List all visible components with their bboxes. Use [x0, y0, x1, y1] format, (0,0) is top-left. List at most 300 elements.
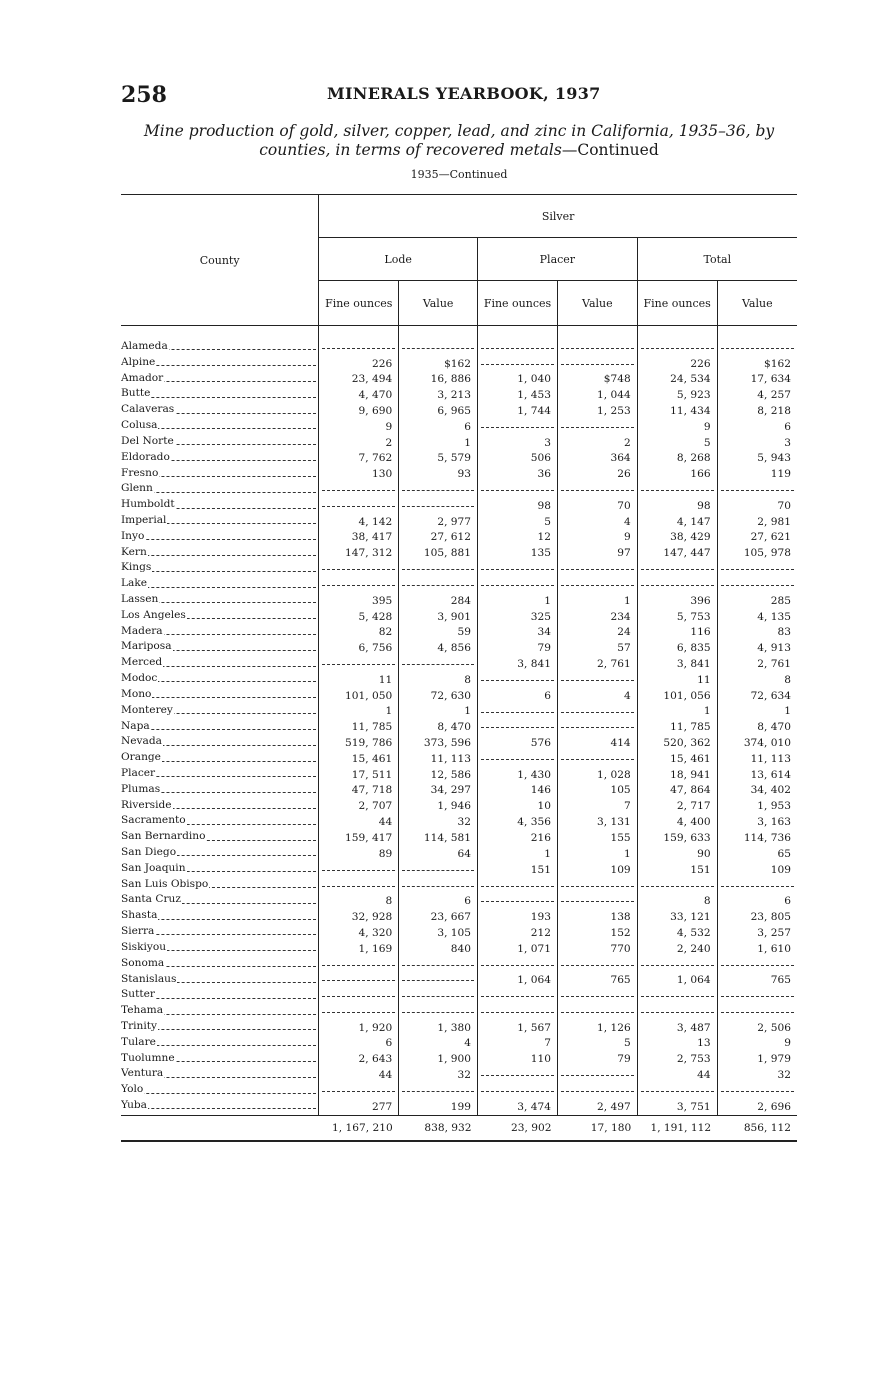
- table-cell: 32: [717, 1067, 797, 1083]
- table-cell: [319, 498, 399, 514]
- table-cell: 216: [478, 830, 558, 846]
- table-cell: 152: [557, 925, 637, 941]
- table-cell: 72, 634: [717, 688, 797, 704]
- table-cell: 3, 751: [637, 1099, 717, 1115]
- table-cell: [557, 482, 637, 498]
- table-cell: 395: [319, 593, 399, 609]
- table-row: [121, 561, 797, 577]
- table-cell: 15, 461: [637, 751, 717, 767]
- table-cell: 396: [637, 593, 717, 609]
- county-name: San Diego: [121, 846, 177, 858]
- county-name: San Bernardino: [121, 830, 206, 843]
- table-cell: [557, 720, 637, 736]
- table-cell: [478, 356, 558, 372]
- table-row: [121, 656, 797, 672]
- table-cell: 284: [399, 593, 478, 609]
- table-cell: [319, 561, 399, 577]
- table-row: [121, 830, 797, 846]
- table-cell: 32, 928: [319, 909, 399, 925]
- table-cell: 27, 621: [717, 530, 797, 546]
- table-cell: 1, 430: [478, 767, 558, 783]
- table-cell: 4, 257: [717, 387, 797, 403]
- table-cell: 373, 596: [399, 735, 478, 751]
- table-cell: [319, 1083, 399, 1099]
- table-cell: 130: [319, 467, 399, 483]
- table-cell: 6, 965: [399, 403, 478, 419]
- table-cell: [717, 957, 797, 973]
- table-body: [121, 340, 797, 1115]
- table-cell: 374, 010: [717, 735, 797, 751]
- table-row: [121, 846, 797, 862]
- table-row: [121, 1067, 797, 1083]
- table-cell: 90: [637, 846, 717, 862]
- lode-fine-ounces-header: Fine ounces: [319, 281, 399, 326]
- table-cell: 6, 756: [319, 640, 399, 656]
- county-name: Glenn: [121, 482, 153, 495]
- table-cell: 159, 633: [637, 830, 717, 846]
- county-name: Tulare: [121, 1035, 156, 1048]
- county-name: Inyo: [121, 529, 145, 542]
- county-name: Tuolumne: [121, 1051, 175, 1064]
- table-cell: 2, 696: [717, 1099, 797, 1115]
- table-cell: 1, 567: [478, 1020, 558, 1036]
- table-cell: 3: [717, 435, 797, 451]
- table-cell: 3, 131: [557, 814, 637, 830]
- table-cell: 166: [637, 467, 717, 483]
- table-cell: 4, 470: [319, 387, 399, 403]
- table-cell: 97: [557, 546, 637, 562]
- table-subtitle: 1935—Continued: [410, 168, 508, 181]
- table-cell: 1: [717, 704, 797, 720]
- table-cell: [399, 878, 478, 894]
- table-cell: 4, 400: [637, 814, 717, 830]
- table-cell: 5, 579: [399, 451, 478, 467]
- table-cell: 8: [399, 672, 478, 688]
- silver-group-header: Silver: [319, 195, 797, 238]
- total-cell: 1, 191, 112: [637, 1115, 717, 1141]
- table-cell: [637, 988, 717, 1004]
- county-name: Yolo: [121, 1083, 144, 1096]
- table-cell: 1: [478, 593, 558, 609]
- county-name: Monterey: [121, 703, 173, 716]
- table-cell: 23, 805: [717, 909, 797, 925]
- table-row: [121, 720, 797, 736]
- table-cell: [717, 561, 797, 577]
- table-cell: 89: [319, 846, 399, 862]
- county-name: Merced: [121, 656, 163, 669]
- table-cell: [637, 957, 717, 973]
- table-cell: 1: [399, 435, 478, 451]
- table-cell: 1: [399, 704, 478, 720]
- table-cell: 1, 900: [399, 1052, 478, 1068]
- table-row: [121, 672, 797, 688]
- county-name: Sierra: [121, 925, 155, 938]
- table-row: [121, 451, 797, 467]
- table-cell: 1, 126: [557, 1020, 637, 1036]
- table-cell: 3: [478, 435, 558, 451]
- table-row: [121, 941, 797, 957]
- table-cell: 101, 056: [637, 688, 717, 704]
- table-cell: 6: [717, 893, 797, 909]
- table-cell: 3, 841: [637, 656, 717, 672]
- table-cell: [319, 656, 399, 672]
- county-name: Alameda: [121, 340, 168, 352]
- table-cell: 11, 434: [637, 403, 717, 419]
- table-cell: 13, 614: [717, 767, 797, 783]
- placer-value-header: Value: [557, 281, 637, 326]
- table-cell: [637, 878, 717, 894]
- table-cell: 8: [717, 672, 797, 688]
- table-cell: 13: [637, 1036, 717, 1052]
- table-cell: 9: [319, 419, 399, 435]
- total-value-header: Value: [717, 281, 797, 326]
- table-cell: [717, 878, 797, 894]
- table-cell: 26: [557, 467, 637, 483]
- table-cell: 2, 761: [557, 656, 637, 672]
- table-row: [121, 783, 797, 799]
- table-cell: 226: [319, 356, 399, 372]
- table-row: [121, 625, 797, 641]
- table-cell: $748: [557, 372, 637, 388]
- table-cell: 27, 612: [399, 530, 478, 546]
- table-cell: 9: [557, 530, 637, 546]
- county-name: Madera: [121, 624, 163, 637]
- table-row: [121, 751, 797, 767]
- county-name: Plumas: [121, 782, 161, 795]
- table-cell: [319, 1004, 399, 1020]
- table-cell: 2, 717: [637, 799, 717, 815]
- table-cell: $162: [399, 356, 478, 372]
- table-cell: [478, 720, 558, 736]
- county-column-header: County: [121, 195, 319, 326]
- table-cell: [399, 482, 478, 498]
- table-cell: 79: [557, 1052, 637, 1068]
- table-cell: [557, 356, 637, 372]
- county-name: Butte: [121, 387, 151, 400]
- table-cell: 119: [717, 467, 797, 483]
- table-cell: 44: [319, 814, 399, 830]
- table-cell: 5, 923: [637, 387, 717, 403]
- table-row: [121, 1004, 797, 1020]
- table-cell: 24, 534: [637, 372, 717, 388]
- table-row: [121, 467, 797, 483]
- table-row: [121, 799, 797, 815]
- table-cell: 9, 690: [319, 403, 399, 419]
- lode-header: Lode: [319, 238, 478, 281]
- table-title-italic: Mine production of gold, silver, copper, lead, and zinc in California, 1935–36, by counties, in terms of recovered metals: [143, 122, 775, 159]
- county-name: Yuba: [121, 1099, 147, 1111]
- county-name: Kings: [121, 561, 152, 574]
- table-cell: 2, 753: [637, 1052, 717, 1068]
- table-cell: [399, 656, 478, 672]
- table-cell: 7, 762: [319, 451, 399, 467]
- table-cell: 57: [557, 640, 637, 656]
- table-cell: 109: [557, 862, 637, 878]
- table-row: [121, 1036, 797, 1052]
- county-name: San Joaquin: [121, 861, 186, 874]
- table-cell: 1, 064: [637, 973, 717, 989]
- table-cell: 47, 718: [319, 783, 399, 799]
- table-cell: 3, 105: [399, 925, 478, 941]
- table-cell: 8: [637, 893, 717, 909]
- county-name: Calaveras: [121, 403, 175, 416]
- table-cell: 6: [717, 419, 797, 435]
- table-cell: 8, 470: [399, 720, 478, 736]
- table-cell: 15, 461: [319, 751, 399, 767]
- table-cell: 82: [319, 625, 399, 641]
- placer-header: Placer: [478, 238, 638, 281]
- table-cell: 11, 113: [399, 751, 478, 767]
- table-cell: [478, 893, 558, 909]
- table-row: [121, 482, 797, 498]
- table-cell: 364: [557, 451, 637, 467]
- table-cell: 36: [478, 467, 558, 483]
- table-cell: [557, 1083, 637, 1099]
- table-cell: 147, 447: [637, 546, 717, 562]
- table-cell: 6: [319, 1036, 399, 1052]
- table-row: [121, 957, 797, 973]
- table-cell: 1: [557, 593, 637, 609]
- table-row: [121, 878, 797, 894]
- table-cell: 47, 864: [637, 783, 717, 799]
- table-row: [121, 973, 797, 989]
- table-cell: [478, 988, 558, 1004]
- table-cell: 1, 253: [557, 403, 637, 419]
- table-cell: 1, 071: [478, 941, 558, 957]
- table-cell: [478, 1067, 558, 1083]
- table-cell: 5: [478, 514, 558, 530]
- table-cell: [478, 561, 558, 577]
- table-cell: 70: [557, 498, 637, 514]
- table-cell: 72, 630: [399, 688, 478, 704]
- county-name: Lassen: [121, 593, 159, 605]
- table-cell: 79: [478, 640, 558, 656]
- table-cell: 2, 643: [319, 1052, 399, 1068]
- county-name: Colusa: [121, 419, 158, 432]
- table-cell: 1, 044: [557, 387, 637, 403]
- table-cell: 5: [557, 1036, 637, 1052]
- table-cell: [478, 340, 558, 356]
- table-cell: [319, 577, 399, 593]
- table-row: [121, 925, 797, 941]
- table-cell: 6: [478, 688, 558, 704]
- table-row: [121, 435, 797, 451]
- table-cell: 159, 417: [319, 830, 399, 846]
- table-title-continued: —Continued: [561, 141, 659, 159]
- table-cell: 2, 707: [319, 799, 399, 815]
- table-cell: 4, 356: [478, 814, 558, 830]
- table-cell: 135: [478, 546, 558, 562]
- table-cell: [399, 577, 478, 593]
- table-cell: 2, 981: [717, 514, 797, 530]
- county-name: Fresno: [121, 466, 159, 479]
- county-name: Orange: [121, 751, 161, 764]
- table-cell: 147, 312: [319, 546, 399, 562]
- table-title: [121, 122, 797, 160]
- table-cell: [717, 482, 797, 498]
- table-cell: [319, 878, 399, 894]
- table-cell: 6: [399, 419, 478, 435]
- table-cell: 44: [319, 1067, 399, 1083]
- table-cell: 8, 470: [717, 720, 797, 736]
- table-cell: 65: [717, 846, 797, 862]
- table-cell: 1, 744: [478, 403, 558, 419]
- table-cell: 7: [557, 799, 637, 815]
- table-cell: 34, 402: [717, 783, 797, 799]
- total-fine-ounces-header: Fine ounces: [637, 281, 717, 326]
- table-row: [121, 340, 797, 356]
- county-name: Lake: [121, 577, 148, 590]
- table-cell: 6, 835: [637, 640, 717, 656]
- table-cell: 9: [717, 1036, 797, 1052]
- table-row: [121, 767, 797, 783]
- table-cell: 765: [717, 973, 797, 989]
- table-cell: 2: [319, 435, 399, 451]
- county-name: Trinity: [121, 1019, 157, 1032]
- table-cell: [637, 1004, 717, 1020]
- table-cell: 4, 142: [319, 514, 399, 530]
- table-cell: [557, 1004, 637, 1020]
- table-cell: 234: [557, 609, 637, 625]
- table-cell: 16, 886: [399, 372, 478, 388]
- table-cell: 44: [637, 1067, 717, 1083]
- table-cell: 11: [637, 672, 717, 688]
- table-cell: 8, 218: [717, 403, 797, 419]
- table-cell: 155: [557, 830, 637, 846]
- table-cell: 1, 920: [319, 1020, 399, 1036]
- table-cell: 11, 113: [717, 751, 797, 767]
- table-cell: 98: [637, 498, 717, 514]
- table-cell: 325: [478, 609, 558, 625]
- county-name: Alpine: [121, 355, 156, 368]
- table-row: [121, 372, 797, 388]
- table-cell: 1, 040: [478, 372, 558, 388]
- table-cell: 5, 753: [637, 609, 717, 625]
- total-cell: 17, 180: [557, 1115, 637, 1141]
- table-cell: 6: [399, 893, 478, 909]
- table-cell: [399, 973, 478, 989]
- county-name: Ventura: [121, 1067, 164, 1080]
- table-cell: [717, 988, 797, 1004]
- table-cell: 11: [319, 672, 399, 688]
- table-row: [121, 419, 797, 435]
- table-cell: 105, 978: [717, 546, 797, 562]
- table-cell: [478, 704, 558, 720]
- table-cell: 23, 494: [319, 372, 399, 388]
- table-cell: 24: [557, 625, 637, 641]
- table-cell: 109: [717, 862, 797, 878]
- table-cell: [478, 751, 558, 767]
- table-cell: 1, 946: [399, 799, 478, 815]
- county-name: Sacramento: [121, 814, 186, 827]
- county-name: Mariposa: [121, 640, 172, 653]
- table-cell: $162: [717, 356, 797, 372]
- county-name: Stanislaus: [121, 972, 177, 985]
- table-row: [121, 403, 797, 419]
- lode-value-header: Value: [399, 281, 478, 326]
- table-cell: 34: [478, 625, 558, 641]
- table-cell: [478, 957, 558, 973]
- table-cell: 105, 881: [399, 546, 478, 562]
- table-cell: 199: [399, 1099, 478, 1115]
- table-cell: 1, 979: [717, 1052, 797, 1068]
- table-cell: 32: [399, 1067, 478, 1083]
- table-cell: [557, 957, 637, 973]
- table-row: [121, 514, 797, 530]
- table-cell: 1, 169: [319, 941, 399, 957]
- table-cell: 2: [557, 435, 637, 451]
- table-cell: [319, 973, 399, 989]
- table-cell: [478, 1083, 558, 1099]
- county-name: Mono: [121, 687, 152, 700]
- table-cell: 38, 429: [637, 530, 717, 546]
- table-cell: [557, 1067, 637, 1083]
- table-cell: 114, 581: [399, 830, 478, 846]
- table-cell: [557, 419, 637, 435]
- table-cell: 34, 297: [399, 783, 478, 799]
- table-row: [121, 593, 797, 609]
- table-cell: [637, 561, 717, 577]
- table-cell: 3, 474: [478, 1099, 558, 1115]
- table-cell: 4, 320: [319, 925, 399, 941]
- county-name: Napa: [121, 719, 150, 732]
- county-name: Eldorado: [121, 450, 170, 463]
- table-cell: 4: [557, 514, 637, 530]
- table-row: [121, 909, 797, 925]
- table-cell: [399, 340, 478, 356]
- table-cell: [478, 1004, 558, 1020]
- table-cell: 3, 487: [637, 1020, 717, 1036]
- table-cell: 2, 761: [717, 656, 797, 672]
- table-cell: 519, 786: [319, 735, 399, 751]
- table-cell: 1, 064: [478, 973, 558, 989]
- placer-fine-ounces-header: Fine ounces: [478, 281, 558, 326]
- county-name: Placer: [121, 766, 156, 779]
- table-cell: 3, 841: [478, 656, 558, 672]
- table-cell: [478, 482, 558, 498]
- table-cell: 32: [399, 814, 478, 830]
- county-name: Amador: [121, 371, 164, 384]
- table-row: [121, 640, 797, 656]
- table-cell: 9: [637, 419, 717, 435]
- table-cell: [399, 1083, 478, 1099]
- table-cell: 1, 610: [717, 941, 797, 957]
- table-cell: [478, 672, 558, 688]
- table-row: [121, 704, 797, 720]
- county-name: Sutter: [121, 988, 155, 1001]
- county-name: Sonoma: [121, 956, 165, 969]
- table-row: [121, 1099, 797, 1115]
- table-cell: 1: [557, 846, 637, 862]
- table-cell: 33, 121: [637, 909, 717, 925]
- table-row: [121, 546, 797, 562]
- table-cell: [478, 878, 558, 894]
- table-cell: 18, 941: [637, 767, 717, 783]
- table-cell: 3, 213: [399, 387, 478, 403]
- table-row: [121, 862, 797, 878]
- table-cell: [399, 862, 478, 878]
- table-cell: 70: [717, 498, 797, 514]
- table-cell: 576: [478, 735, 558, 751]
- table-row: [121, 735, 797, 751]
- table-cell: 12, 586: [399, 767, 478, 783]
- county-name: Los Angeles: [121, 608, 186, 621]
- table-cell: 5, 428: [319, 609, 399, 625]
- page-number: 258: [121, 82, 167, 108]
- table-cell: [717, 340, 797, 356]
- table-cell: 105: [557, 783, 637, 799]
- table-cell: 114, 736: [717, 830, 797, 846]
